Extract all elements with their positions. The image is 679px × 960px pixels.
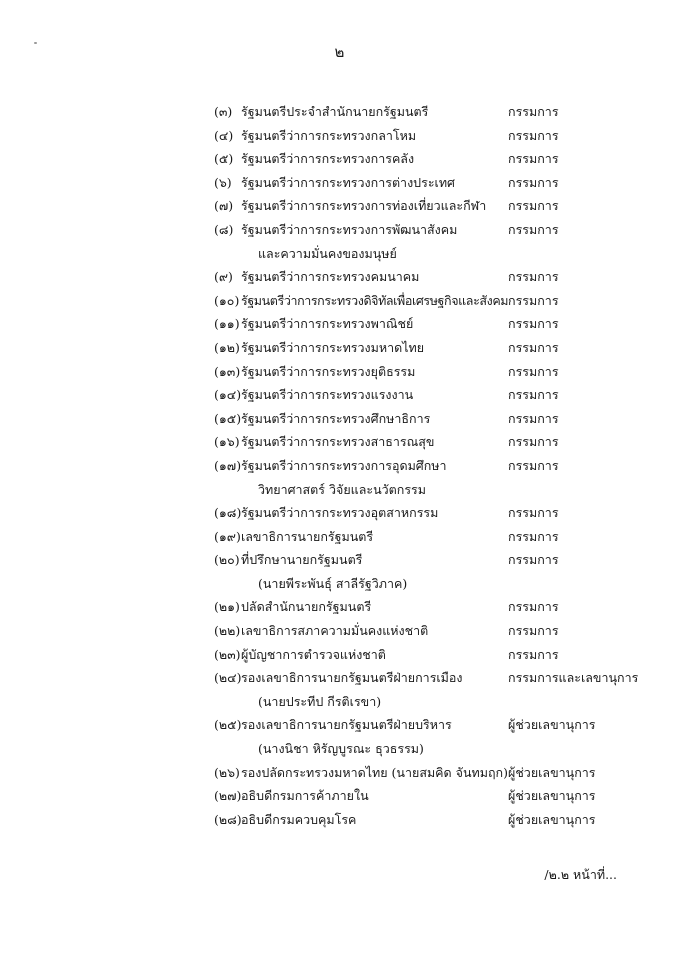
member-list: [0, 100, 679, 831]
member-number: (๑๒): [214, 339, 240, 355]
member-row: [0, 407, 679, 431]
member-row: [0, 171, 679, 195]
member-row: [0, 383, 679, 407]
member-role: ผู้ช่วยเลขานุการ: [508, 764, 596, 780]
member-row: [0, 124, 679, 148]
member-title: รัฐมนตรีว่าการกระทรวงยุติธรรม: [241, 363, 416, 379]
member-title: รัฐมนตรีประจำสำนักนายกรัฐมนตรี: [241, 104, 429, 119]
member-number: (๑๘): [214, 505, 242, 521]
member-number: (๙): [214, 269, 233, 285]
member-role: กรรมการ: [508, 623, 559, 639]
member-role: กรรมการ: [508, 646, 559, 662]
member-title: รัฐมนตรีว่าการกระทรวงอุตสาหกรรม: [241, 505, 439, 521]
member-number: (๒๘): [214, 811, 242, 827]
member-title: รัฐมนตรีว่าการกระทรวงการต่างประเทศ: [241, 174, 455, 190]
member-number: (๔): [214, 127, 234, 143]
member-row: [0, 525, 679, 549]
member-row: [0, 548, 679, 572]
next-page-reference: /๒.๒ หน้าที่...: [544, 867, 617, 882]
member-number: (๑๐): [214, 292, 240, 308]
member-role: กรรมการ: [508, 174, 559, 190]
member-number: (๕): [214, 151, 234, 167]
member-number: (๒๖): [214, 764, 240, 780]
member-row: [0, 808, 679, 832]
member-role: กรรมการ: [508, 457, 559, 473]
member-title: รองเลขาธิการนายกรัฐมนตรีฝ่ายบริหาร: [241, 717, 452, 733]
member-role: กรรมการ: [508, 434, 559, 450]
member-row-continuation: [0, 690, 679, 714]
member-title: ปลัดสำนักนายกรัฐมนตรี: [241, 599, 372, 615]
member-row: [0, 194, 679, 218]
member-number: (๑๑): [214, 316, 240, 332]
member-row: [0, 784, 679, 808]
member-title: รัฐมนตรีว่าการกระทรวงแรงงาน: [241, 387, 414, 403]
member-role: ผู้ช่วยเลขานุการ: [508, 788, 596, 804]
member-number: (๒๔): [214, 670, 242, 686]
member-role: กรรมการ: [508, 104, 559, 119]
member-number: (๑๙): [214, 528, 241, 544]
member-title: รองปลัดกระทรวงมหาดไทย (นายสมคิด จันทมฤก): [241, 764, 508, 780]
member-role: ผู้ช่วยเลขานุการ: [508, 717, 596, 733]
member-role: กรรมการ: [508, 292, 559, 308]
member-row-continuation: [0, 242, 679, 266]
member-title: รัฐมนตรีว่าการกระทรวงการอุดมศึกษา: [241, 457, 447, 473]
member-title: รองเลขาธิการนายกรัฐมนตรีฝ่ายการเมือง: [241, 670, 463, 686]
member-title: อธิบดีกรมการค้าภายใน: [241, 788, 369, 804]
member-title: ผู้บัญชาการตำรวจแห่งชาติ: [241, 646, 386, 662]
member-row: [0, 312, 679, 336]
member-row: [0, 336, 679, 360]
member-role: กรรมการ: [508, 269, 559, 285]
member-role: กรรมการ: [508, 198, 559, 214]
member-number: (๒๒): [214, 623, 241, 639]
member-row: [0, 595, 679, 619]
member-row: [0, 761, 679, 785]
member-role: กรรมการ: [508, 528, 559, 544]
member-role: ผู้ช่วยเลขานุการ: [508, 811, 596, 827]
member-title: เลขาธิการสภาความมั่นคงแห่งชาติ: [241, 623, 429, 639]
member-number: (๒๕): [214, 717, 242, 733]
member-number: (๗): [214, 198, 234, 214]
member-role: กรรมการ: [508, 599, 559, 615]
member-role: กรรมการ: [508, 127, 559, 143]
member-row: [0, 454, 679, 478]
member-title: รัฐมนตรีว่าการกระทรวงกลาโหม: [241, 127, 417, 143]
member-title-continuation: และความมั่นคงของมนุษย์: [258, 245, 397, 261]
member-title-continuation: (นายประทีป กีรติเรขา): [258, 693, 382, 709]
member-title: รัฐมนตรีว่าการกระทรวงศึกษาธิการ: [241, 410, 431, 426]
member-number: (๑๖): [214, 434, 240, 450]
member-title: เลขาธิการนายกรัฐมนตรี: [241, 528, 374, 544]
member-title: รัฐมนตรีว่าการกระทรวงการพัฒนาสังคม: [241, 221, 458, 237]
member-row: [0, 501, 679, 525]
member-row-continuation: [0, 572, 679, 596]
member-number: (๑๕): [214, 410, 242, 426]
member-row: [0, 360, 679, 384]
member-row: [0, 643, 679, 667]
member-title: รัฐมนตรีว่าการกระทรวงคมนาคม: [241, 269, 420, 285]
member-role: กรรมการ: [508, 505, 559, 521]
member-role: กรรมการ: [508, 387, 559, 403]
member-role: กรรมการ: [508, 221, 559, 237]
member-number: (๒๓): [214, 646, 241, 662]
member-row: [0, 265, 679, 289]
member-number: (๒๐): [214, 552, 240, 568]
member-number: (๑๔): [214, 387, 242, 403]
member-title: อธิบดีกรมควบคุมโรค: [241, 811, 357, 827]
member-title-continuation: วิทยาศาสตร์ วิจัยและนวัตกรรม: [258, 481, 427, 497]
member-title-continuation: (นายพีระพันธุ์ สาลีรัฐวิภาค): [258, 575, 408, 591]
member-number: (๒๗): [214, 788, 242, 804]
member-number: (๓): [214, 104, 233, 119]
member-row-continuation: [0, 478, 679, 502]
member-role: กรรมการ: [508, 363, 559, 379]
member-row: [0, 147, 679, 171]
member-title: รัฐมนตรีว่าการกระทรวงการท่องเที่ยวและกีฬา: [241, 198, 487, 214]
member-role: กรรมการ: [508, 151, 559, 167]
member-title: รัฐมนตรีว่าการกระทรวงพาณิชย์: [241, 316, 414, 332]
member-number: (๑๓): [214, 363, 241, 379]
member-row: [0, 666, 679, 690]
member-title-continuation: (นางนิชา หิรัญบูรณะ ธุวธรรม): [258, 741, 424, 757]
member-row: [0, 218, 679, 242]
member-row: [0, 430, 679, 454]
member-row: [0, 619, 679, 643]
member-title: รัฐมนตรีว่าการกระทรวงการคลัง: [241, 151, 415, 167]
member-number: (๑๗): [214, 457, 242, 473]
member-number: (๒๑): [214, 599, 240, 615]
member-title: รัฐมนตรีว่าการกระทรวงมหาดไทย: [241, 339, 425, 355]
page-number: ๒: [334, 43, 345, 61]
member-number: (๖): [214, 174, 232, 190]
member-row: [0, 100, 679, 124]
member-role: กรรมการ: [508, 316, 559, 332]
member-title: ที่ปรึกษานายกรัฐมนตรี: [241, 552, 363, 568]
member-role: กรรมการ: [508, 339, 559, 355]
member-row: [0, 289, 679, 313]
member-row-continuation: [0, 737, 679, 761]
member-role: กรรมการ: [508, 410, 559, 426]
member-row: [0, 713, 679, 737]
member-number: (๘): [214, 221, 234, 237]
member-title: รัฐมนตรีว่าการกระทรวงสาธารณสุข: [241, 434, 435, 450]
member-role: กรรมการ: [508, 552, 559, 568]
member-role: กรรมการและเลขานุการ: [508, 670, 639, 686]
member-title: รัฐมนตรีว่าการกระทรวงดิจิทัลเพื่อเศรษฐกิจและสังคม: [241, 292, 509, 308]
